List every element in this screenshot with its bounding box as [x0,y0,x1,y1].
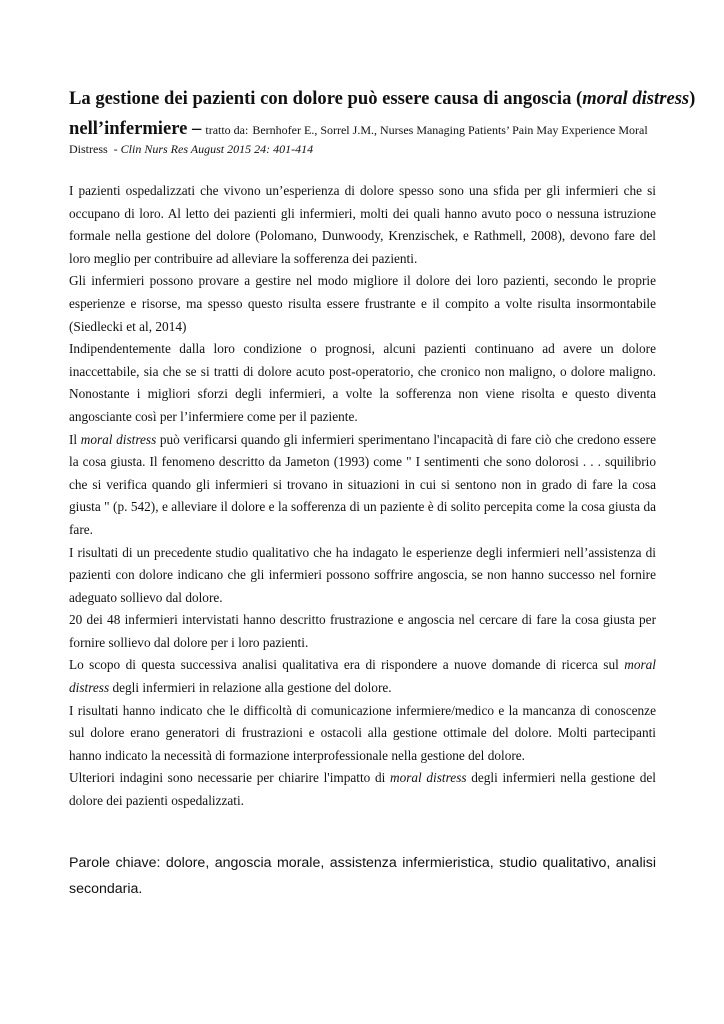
title-italic-term: moral distress [582,88,690,109]
keywords-text: Parole chiave: dolore, angoscia morale, assistenza infermieristica, studio qualitativo, analisi secondaria. [69,855,656,897]
italic-term: moral distress [389,770,467,786]
paragraph: Indipendentemente dalla loro condizione o prognosi, alcuni pazienti continuano ad avere un dolore inaccettabile, sia che se si tratti di dolore acuto post-operatorio, che cronico non maligno, o dolore maligno. Nonostante i migliori sforzi degli infermieri, a volte la sofferenza non viene risolta e questo diventa angosciante così per l’infermiere come per il paziente. [69,341,656,424]
paragraph-text: Il [69,431,81,447]
paragraph: 20 dei 48 infermieri intervistati hanno descritto frustrazione e angoscia nel cercare di fare la cosa giusta per fornire sollievo dal dolore per i loro pazienti. [69,612,656,650]
paragraph [69,767,656,812]
source-reference-continued: Distress [69,142,108,156]
source-intro: tratto da: [205,123,249,137]
article-title [69,84,696,114]
source-line-3 [69,140,659,158]
title-continuation: nell’infermiere – [69,118,202,139]
paragraph: I pazienti ospedalizzati che vivono un’esperienza di dolore spesso sono una sfida per gli infermieri che si occupano di loro. Al letto dei pazienti gli infermieri, molti dei quali hanno avuto poco o nessuna istruzione formale nella gestione del dolore (Polomano, Dunwoody, Krenzischek, e Rathmell, 2008), devono fare del loro meglio per contribuire ad alleviare la sofferenza dei pazienti. [69,183,656,266]
paragraph-text: Ulteriori indagini sono necessarie per chiarire l'impatto di [69,770,390,786]
title-text: La gestione dei pazienti con dolore può essere causa di angoscia ( [69,88,583,109]
source-reference: Bernhofer E., Sorrel J.M., Nurses Managing Patients’ Pain May Experience Moral [252,123,648,137]
article-body [69,180,656,813]
paragraph-text: degli infermieri nella gestione del dolore dei pazienti ospedalizzati. [69,770,656,809]
italic-term: moral distress [80,431,157,447]
paragraph: I risultati hanno indicato che le difficoltà di comunicazione infermiere/medico e la mancanza di conoscenze sul dolore erano generatori di frustrazioni e ostacoli alla gestione ottimale del dolore. Molti partecipanti hanno indicato la necessità di formazione interprofessionale nella gestione del dolore. [69,702,656,763]
paragraph: I risultati di un precedente studio qualitativo che ha indagato le esperienze degli infermieri nell’assistenza di pazienti con dolore indicano che gli infermieri possono soffrire angoscia, se non hanno successo nel fornire adeguato sollievo dal dolore. [69,544,656,605]
paragraph [69,654,656,699]
italic-term: moral distress [69,657,656,696]
keywords-section [69,850,656,902]
paragraph [69,429,656,542]
paragraph: Gli infermieri possono provare a gestire nel modo migliore il dolore dei loro pazienti, secondo le proprie esperienze e risorse, ma spesso questo risulta essere frustrante e il compito a volte risulta insormontabile (Siedlecki et al, 2014) [69,273,656,334]
title-close-paren: ) [689,88,696,109]
journal-citation: - Clin Nurs Res August 2015 24: 401-414 [113,142,314,156]
paragraph-text: degli infermieri in relazione alla gestione del dolore. [109,680,392,696]
paragraph-text: Lo scopo di questa successiva analisi qualitativa era di rispondere a nuove domande di ricerca sul [69,657,625,673]
paragraph-text: può verificarsi quando gli infermieri sperimentano l'incapacità di fare ciò che credono essere la cosa giusta. Il fenomeno descritto da Jameton (1993) come " I sentimenti che sono dolorosi . . . squilibrio che si verifica quando gli infermieri si trovano in situazioni in cui si sentono non in grado di fare la cosa giusta " (p. 542), e alleviare il dolore e la sofferenza di un paziente è di solito percepita come la cosa giusta da fare. [69,431,656,537]
